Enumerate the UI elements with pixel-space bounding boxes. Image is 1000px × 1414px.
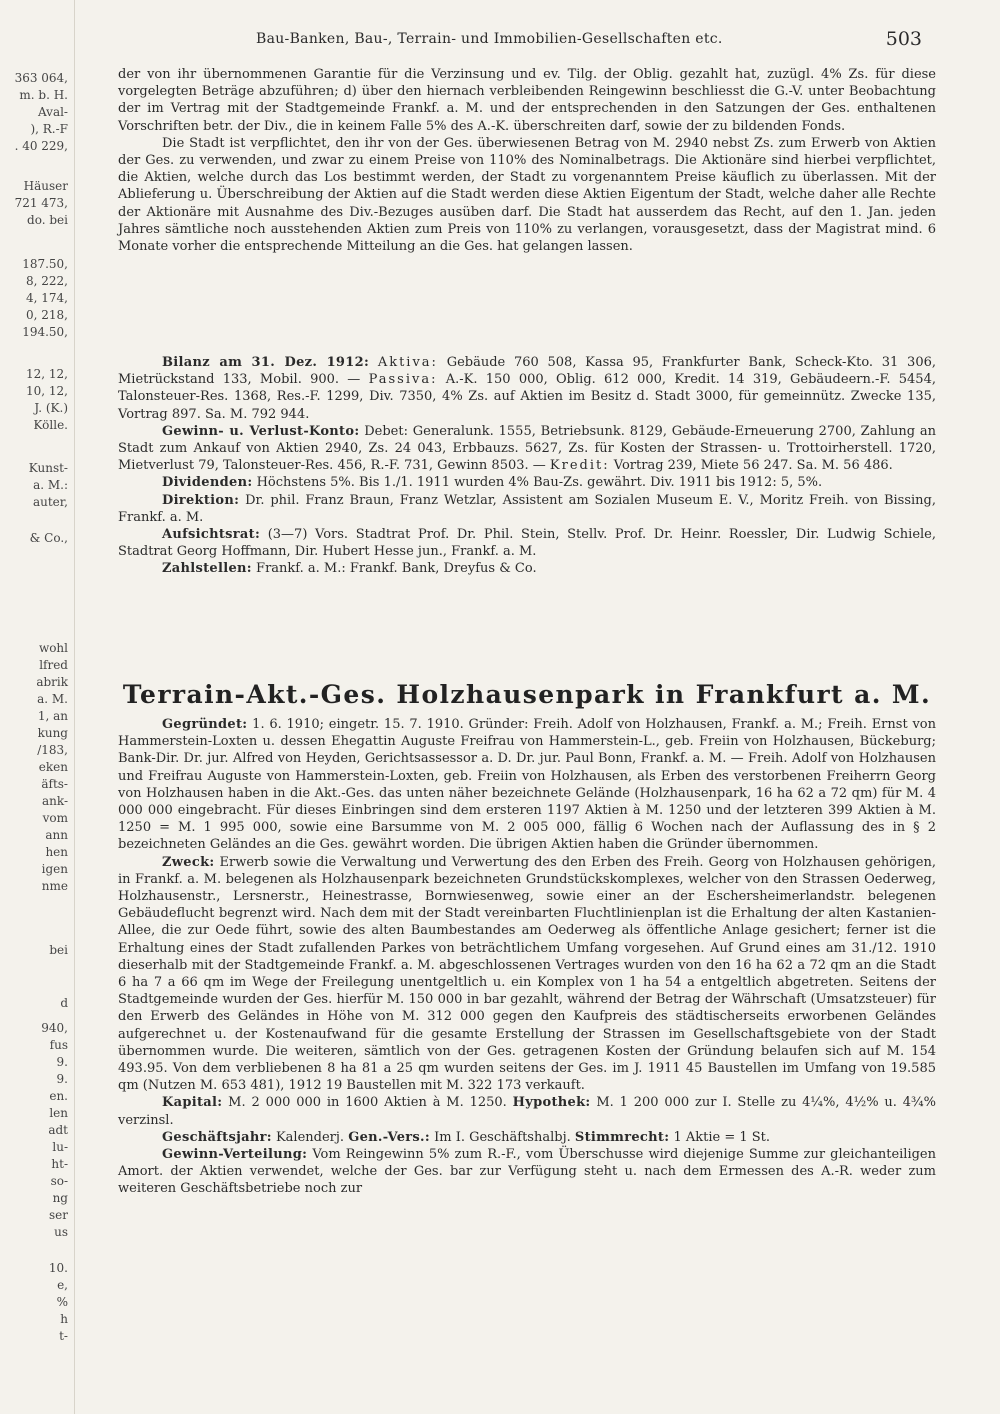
margin-fragment: vom <box>42 811 68 825</box>
page-number: 503 <box>885 28 922 50</box>
margin-fragment: d <box>60 996 68 1010</box>
margin-fragment: J. (K.) <box>34 401 68 415</box>
entry-text: Generalunk. 1555, Betriebsunk. 8129, Gebäude-Erneuerung 2700, Zahlung an Stadt zum Ankauf von Aktien 2940, Zs. 24 043, Erbbauzs. 5627, Zs. für Kosten der Strassen- u. Trottoirherstell. 1720, Mietverlust 79, Talonsteuer-Res. 456, R.-F. 731, Gewinn 8503. — <box>118 423 936 474</box>
margin-fragment: fus <box>49 1038 68 1052</box>
margin-fragment: 9. <box>56 1055 68 1069</box>
margin-fragment: 12, 12, <box>26 367 68 381</box>
margin-fragment: ser <box>49 1208 68 1222</box>
entry-text: Kalenderj. <box>275 1129 345 1145</box>
margin-fragment: t- <box>59 1329 68 1343</box>
company-title: Terrain-Akt.-Ges. Holzhausenpark in Frankfurt a. M. <box>122 680 932 709</box>
margin-fragment: igen <box>41 862 68 876</box>
section-continued-text <box>118 66 936 255</box>
capital-entry <box>118 1094 936 1128</box>
margin-fragment: 9. <box>56 1072 68 1086</box>
margin-fragment: 940, <box>41 1021 68 1035</box>
margin-fragment: kung <box>37 726 68 740</box>
margin-fragment: % <box>56 1295 68 1309</box>
margin-fragment: adt <box>48 1123 68 1137</box>
margin-fragment: us <box>54 1225 68 1239</box>
margin-fragment: m. b. H. <box>19 88 68 102</box>
profit-loss-entry <box>118 423 936 475</box>
margin-fragment: do. bei <box>27 213 68 227</box>
margin-fragment: abrik <box>36 675 68 689</box>
entry-text: M. 2 000 000 in 1600 Aktien à M. 1250. <box>228 1095 507 1111</box>
purpose-entry <box>118 854 936 1095</box>
section-company-holzhausenpark <box>118 716 936 1198</box>
entry-label: Aufsichtsrat: <box>162 527 261 543</box>
margin-fragment: ank- <box>42 794 68 808</box>
margin-fragment: a. M.: <box>33 478 68 492</box>
debet-word: Debet: <box>364 423 408 439</box>
margin-fragment: & Co., <box>29 531 68 545</box>
margin-fragment: auter, <box>32 495 68 509</box>
entry-label: Direktion: <box>162 492 240 508</box>
margin-fragment: 363 064, <box>14 71 68 85</box>
passiva-word: Passiva: <box>368 372 438 388</box>
entry-label: Hypothek: <box>512 1095 591 1111</box>
margin-fragment: eken <box>38 760 68 774</box>
margin-fragment: lfred <box>39 658 68 672</box>
margin-fragment: bei <box>49 943 68 957</box>
margin-fragment: . 40 229, <box>14 139 68 153</box>
margin-fragment: 10, 12, <box>26 384 68 398</box>
margin-fragment: Aval- <box>37 105 68 119</box>
entry-text: Frankf. a. M.: Frankf. Bank, Dreyfus & Co. <box>256 561 537 577</box>
margin-fragment: nme <box>41 879 68 893</box>
entry-label: Gen.-Vers.: <box>348 1129 430 1145</box>
aktiva-word: Aktiva: <box>377 355 438 370</box>
margin-fragment: 1, an <box>37 709 68 723</box>
management-entry <box>118 492 936 526</box>
entry-label: Kapital: <box>162 1095 223 1111</box>
section-financials <box>118 354 936 578</box>
entry-text: Dr. phil. Franz Braun, Franz Wetzlar, Assistent am Sozialen Museum E. V., Moritz Freih. von Bissing, Frankf. a. M. <box>118 492 936 525</box>
entry-text: Erwerb sowie die Verwaltung und Verwertung des den Erben des Freih. Georg von Holzhausen gehörigen, in Frankf. a. M. belegenen als Holzhausenpark bezeichneten Grundstückskomplexes, welcher von den Strassen Oederweg, Holzhausenstr., Lersnerstr., Heinestrasse, Bornwiesenweg, sowie einer an der Eschersheimerlandstr. belegenen Gebäudeflucht begrenzt wird. Nach dem mit der Stadt vereinbarten Fluchtlinienplan ist die Erhaltung der alten Kastanien-Allee, die zur Oede führt, sowie des alten Baumbestandes am Oederweg als öffentliche Anlage gesichert; ferner ist die Erhaltung eines der Stadt zufallenden Parkes von beträchtlichem Umfang vorgesehen. Auf Grund eines am 31./12. 1910 dieserhalb mit der Stadtgemeinde Frankf. a. M. abgeschlossenen Vertrages wurden von den 16 ha 62 a 72 qm an die Stadt 6 ha 7 a 66 qm im Wege der Freilegung unentgeltlich u. ein Komplex von 1 ha 54 a entgeltlich abgetreten. Seitens der Stadtgemeinde wurden der Ges. hierfür M. 150 000 in bar gezahlt, während der Betrag der Währschaft (Umsatzsteuer) für den Erwerb des Geländes in Höhe von M. 312 000 gegen den Kaufpreis des städtischerseits erworbenen Geländes aufgerechnet u. der Kostenaufwand für die gesamte Erstellung der Strassen im Gesellschaftsgebiete von der Stadt übernommen wurde. Die weiteren, sämtlich von der Ges. getragenen Kosten der Gründung belaufen sich auf M. 154 493.95. Von dem verbliebenen 8 ha 81 a 25 qm wurden seitens der Ges. im J. 1911 45 Baustellen im Umfang von 19.585 qm (Nutzen M. 653 481), 1912 19 Baustellen mit M. 322 173 verkauft. <box>118 854 936 1094</box>
entry-label: Dividenden: <box>162 475 253 491</box>
margin-fragment: äfts- <box>41 777 68 791</box>
entry-text: Vortrag 239, Miete 56 247. Sa. M. 56 486. <box>613 458 893 474</box>
entry-text: Höchstens 5%. Bis 1./1. 1911 wurden 4% Bau-Zs. gewährt. Div. 1911 bis 1912: 5, 5%. <box>256 475 823 491</box>
margin-fragment: ), R.-F <box>30 122 68 136</box>
margin-fragment: lu- <box>52 1140 68 1154</box>
margin-fragment: 721 473, <box>14 196 68 210</box>
profit-distribution-entry <box>118 1146 936 1198</box>
entry-label: Gewinn-Verteilung: <box>162 1147 308 1163</box>
kredit-word: Kredit: <box>549 458 610 474</box>
margin-fragment: so- <box>50 1174 68 1188</box>
margin-fragment: ht- <box>51 1157 68 1171</box>
supervisory-board-entry <box>118 526 936 560</box>
running-title: Bau-Banken, Bau-, Terrain- und Immobilien-Gesellschaften etc. <box>256 31 723 47</box>
margin-fragment: ng <box>52 1191 68 1205</box>
margin-fragment: 187.50, <box>22 257 68 271</box>
entry-label: Gewinn- u. Verlust-Konto: <box>162 423 360 439</box>
entry-text: A.-K. 150 000, Oblig. 612 000, Kredit. 14 319, Gebäudeern.-F. 5454, Talonsteuer-Res. 1368, Res.-F. 1299, Div. 7350, 4% Zs. auf Aktien im Besitz d. Stadt 3000, für gemeinnütz. Zwecke 135, Vortrag 897. Sa. M. 792 944. <box>118 372 936 422</box>
page-fold-divider <box>74 0 75 1414</box>
margin-fragment: 0, 218, <box>26 308 68 322</box>
paragraph: der von ihr übernommenen Garantie für die Verzinsung und ev. Tilg. der Oblig. gezahlt hat, zuzügl. 4% Zs. für diese vorgelegten Beträge abzuführen; d) über den hiernach verbleibenden Reingewinn beschliesst die G.-V. unter Beobachtung der im Vertrag mit der Stadtgemeinde Frankf. a. M. und der entsprechenden in den Satzungen der Ges. enthaltenen Vorschriften betr. der Div., die in keinem Falle 5% des A.-K. überschreiten darf, sowie der zu bildenden Fonds. <box>118 67 936 134</box>
entry-text: Im I. Geschäftshalbj. <box>434 1129 571 1145</box>
fiscal-year-entry <box>118 1129 936 1146</box>
entry-label: Geschäftsjahr: <box>162 1129 272 1145</box>
margin-fragment: 4, 174, <box>26 291 68 305</box>
balance-sheet-entry <box>118 354 936 423</box>
margin-fragment: Kunst- <box>28 461 68 475</box>
margin-fragment: Kölle. <box>33 418 68 432</box>
founded-entry <box>118 716 936 854</box>
entry-text: 1. 6. 1910; eingetr. 15. 7. 1910. Gründer: Freih. Adolf von Holzhausen, Frankf. a. M.; Freih. Ernst von Hammerstein-Loxten u. dessen Ehegattin Auguste Freifrau von Hammerstein-L., geb. Freiin von Holzhausen, Bückeburg; Bank-Dir. Dr. jur. Alfred von Heyden, Gerichtsassessor a. D. Dr. jur. Paul Bonn, Frankf. a. M. — Freih. Adolf von Holzhausen und Freifrau Auguste von Hammerstein-Loxten, geb. Freiin von Holzhausen, als Erben des verstorbenen Freiherrn Georg von Holzhausen haben in die Akt.-Ges. das unten näher bezeichnete Gelände (Holzhausenpark, 16 ha 62 a 72 qm) für M. 4 000 000 eingebracht. Für dieses Einbringen sind dem ersteren 1197 Aktien à M. 1250 und der letzteren 399 Aktien à M. 1250 = M. 1 995 000, sowie eine Barsumme von M. 2 005 000, fällig 6 Wochen nach der Auflassung des in § 2 bezeichneten Geländes an die Ges. gewährt worden. Die übrigen Aktien haben die Gründer übernommen. <box>118 717 936 853</box>
entry-label: Zahlstellen: <box>162 561 252 577</box>
entry-label: Zweck: <box>162 854 215 870</box>
paragraph: Die Stadt ist verpflichtet, den ihr von der Ges. überwiesenen Betrag von M. 2940 nebst Zs. zum Erwerb von Aktien der Ges. zu verwenden, und zwar zu einem Preise von 110% des Nominalbetrags. Die Aktionäre sind hierbei verpflichtet, die Aktien, welche durch das Los bestimmt werden, der Stadt zu vorgenanntem Preise käuflich zu überlassen. Mit der Ablieferung u. Überschreibung der Aktien auf die Stadt werden diese Aktien Eigentum der Stadt, welche daher alle Rechte der Aktionäre mit Ausnahme des Div.-Bezuges ausüben darf. Die Stadt hat ausserdem das Recht, auf den 1. Jan. jeden Jahres sämtliche noch ausstehenden Aktien zum Preis von 110% zu verlangen, vorausgesetzt, dass der Magistrat mind. 6 Monate vorher die entsprechende Mitteilung an die Ges. hat gelangen lassen. <box>118 135 936 255</box>
margin-fragment: 10. <box>48 1261 68 1275</box>
page-header <box>118 28 926 50</box>
dividends-entry <box>118 474 936 491</box>
entry-text: Vom Reingewinn 5% zum R.-F., vom Überschusse wird diejenige Summe zur gleichanteiligen Amort. der Aktien verwendet, welche der Ges. bar zur Verfügung steht u. nach dem Ermessen des A.-R. weder zum weiteren Geschäftsbetriebe noch zur <box>118 1147 937 1197</box>
entry-text: 1 Aktie = 1 St. <box>673 1129 771 1145</box>
margin-fragment: e, <box>57 1278 68 1292</box>
margin-fragment: Häuser <box>23 179 68 193</box>
margin-fragment: 8, 222, <box>26 274 68 288</box>
margin-fragment: /183, <box>37 743 68 757</box>
margin-fragment: 194.50, <box>22 325 68 339</box>
entry-text: M. 1 200 000 zur I. Stelle zu 4¼%, 4½% u. 4¾% verzinsl. <box>118 1095 936 1128</box>
margin-fragment: en. <box>49 1089 68 1103</box>
margin-fragment: hen <box>45 845 68 859</box>
entry-text: (3—7) Vors. Stadtrat Prof. Dr. Phil. Stein, Stellv. Prof. Dr. Heinr. Roessler, Dir. Ludwig Schiele, Stadtrat Georg Hoffmann, Dir. Hubert Hesse jun., Frankf. a. M. <box>118 527 936 560</box>
adjacent-page-margin-fragments <box>0 60 72 1400</box>
margin-fragment: a. M. <box>37 692 68 706</box>
entry-label: Stimmrecht: <box>574 1129 670 1145</box>
paying-agents-entry <box>118 560 936 577</box>
margin-fragment: ann <box>45 828 68 842</box>
margin-fragment: wohl <box>38 641 68 655</box>
margin-fragment: len <box>49 1106 68 1120</box>
margin-fragment: h <box>60 1312 68 1326</box>
entry-label: Bilanz am 31. Dez. 1912: <box>162 355 370 370</box>
entry-label: Gegründet: <box>162 717 248 732</box>
entry-text: Gebäude 760 508, Kassa 95, Frankfurter Bank, Scheck-Kto. 31 306, Mietrückstand 133, Mobil. 900. — <box>118 355 937 388</box>
